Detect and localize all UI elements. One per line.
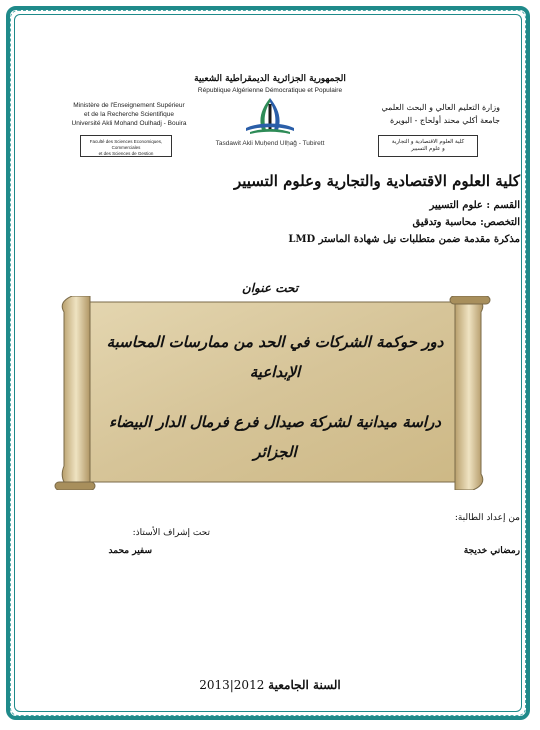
logo-caption: Tasdawit Akli Muḥend Ulḥağ - Tubirett (215, 140, 325, 147)
faculty-box-arabic (378, 135, 478, 157)
faculty-box-french (80, 135, 172, 157)
student-label: من إعداد الطالبة: (454, 513, 520, 523)
supervisor-label: تحت إشراف الأستاذ: (132, 528, 210, 538)
ministry-arabic: وزارة التعليم العالي و البحث العلمي (381, 103, 500, 112)
faculty-box-french-line-2: et des Sciences de Gestion (98, 151, 154, 156)
supervisor-name: سفير محمد (108, 546, 152, 556)
faculty-box-french-line-1: Faculté des Sciences Economiques, Commerciales (89, 139, 163, 150)
republic-arabic: الجمهورية الجزائرية الديمقراطية الشعبية (194, 74, 346, 84)
under-title-label: تحت عنوان (241, 281, 299, 295)
republic-french: République Algérienne Démocratique et Populaire (197, 87, 343, 94)
academic-year-label: السنة الجامعية (268, 678, 341, 692)
academic-year-value: 2013|2012 (199, 678, 265, 692)
specialty-line: التخصص: محاسبة وتدقيق (412, 217, 520, 228)
memo-line: مذكرة مقدمة ضمن متطلبات نيل شهادة الماستر LMD (288, 234, 520, 245)
student-name: رمضاني خديجة (463, 546, 520, 556)
ministry-french-line-2: et de la Recherche Scientifique (84, 111, 174, 118)
ministry-french-line-1: Ministère de l'Enseignement Supérieur (73, 102, 185, 109)
ministry-french-block (66, 101, 192, 128)
thesis-subtitle: دراسة ميدانية لشركة صيدال فرع فرمال الدار البيضاء الجزائر (108, 413, 441, 461)
ministry-arabic-block (350, 101, 500, 127)
faculty-box-arabic-line-2: و علوم التسيير (411, 146, 445, 152)
department-line: القسم : علوم التسيير (429, 200, 520, 211)
faculty-box-arabic-line-1: كلية العلوم الاقتصادية و التجارية (391, 139, 465, 145)
thesis-title: دور حوكمة الشركات في الحد من ممارسات المحاسبة الإبداعية (106, 333, 444, 381)
university-french: Université Akli Mohand Oulhadj - Bouira (71, 120, 187, 127)
faculty-title: كلية العلوم الاقتصادية والتجارية وعلوم التسيير (233, 172, 520, 190)
academic-year (170, 678, 370, 692)
university-arabic: جامعة أكلي محند أولحاج - البويرة (390, 116, 500, 125)
university-logo-icon (240, 94, 300, 138)
